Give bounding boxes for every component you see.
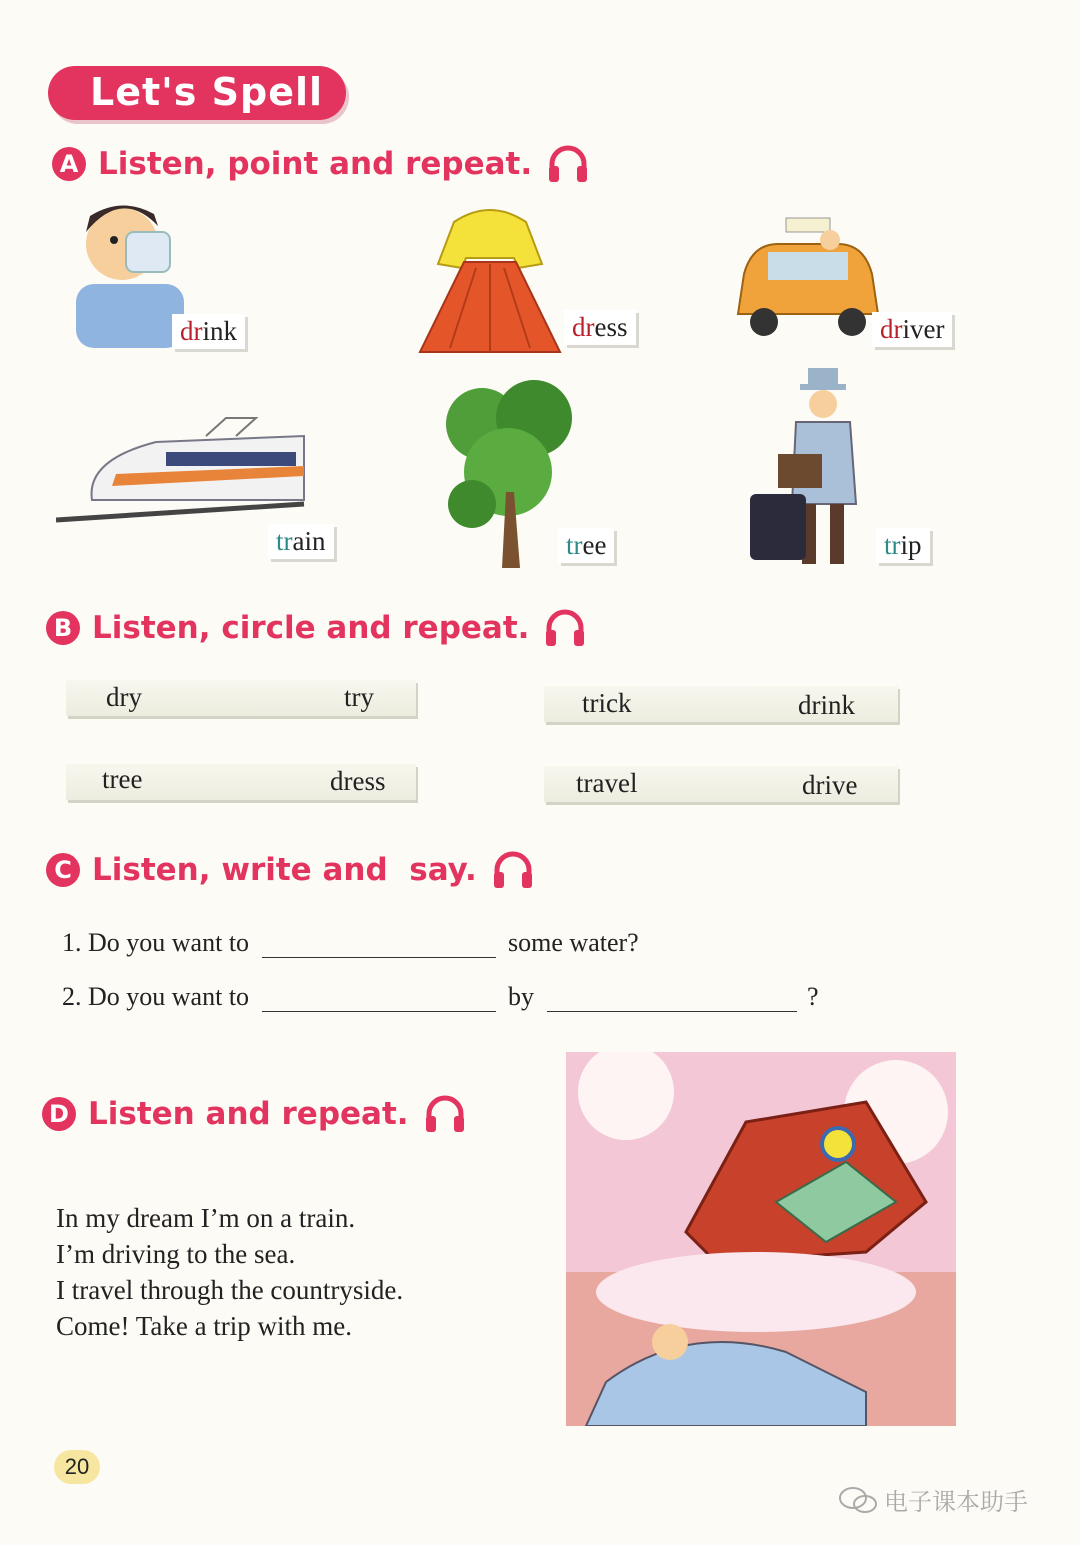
section-b-letter: B bbox=[46, 611, 80, 645]
headphones-icon[interactable] bbox=[546, 142, 590, 186]
tree-illustration bbox=[438, 372, 578, 568]
answer-blank-1[interactable] bbox=[262, 931, 496, 958]
question-2-middle: by bbox=[508, 982, 535, 1011]
answer-blank-2b[interactable] bbox=[547, 985, 797, 1012]
poem-line-1: In my dream I’m on a train. bbox=[56, 1203, 356, 1233]
word-pair-4 bbox=[544, 766, 898, 802]
page-title: Let's Spell bbox=[90, 70, 324, 114]
question-2 bbox=[62, 982, 819, 1012]
section-a-letter: A bbox=[52, 147, 86, 181]
word-card-driver bbox=[872, 312, 952, 347]
word-highlight: tr bbox=[566, 530, 583, 560]
traveler-illustration bbox=[746, 364, 862, 574]
word-card-dress bbox=[564, 310, 636, 345]
word-rest: ess bbox=[594, 312, 628, 342]
section-b-instruction: Listen, circle and repeat. bbox=[92, 610, 530, 646]
word-option-drink[interactable]: drink bbox=[798, 690, 855, 720]
watermark bbox=[838, 1482, 1028, 1517]
word-rest: ip bbox=[900, 530, 922, 560]
poem-line-2: I’m driving to the sea. bbox=[56, 1239, 296, 1269]
word-card-tree bbox=[558, 528, 614, 563]
word-option-dry[interactable]: dry bbox=[106, 682, 142, 712]
question-1-start: 1. Do you want to bbox=[62, 928, 250, 957]
word-pair-1 bbox=[66, 680, 416, 716]
answer-blank-2a[interactable] bbox=[262, 985, 496, 1012]
dream-train-illustration bbox=[566, 1052, 956, 1426]
headphones-icon[interactable] bbox=[543, 606, 587, 650]
word-option-tree[interactable]: tree bbox=[102, 764, 143, 794]
word-option-trick[interactable]: trick bbox=[582, 688, 632, 718]
word-highlight: dr bbox=[572, 312, 595, 342]
section-d-instruction: Listen and repeat. bbox=[88, 1096, 409, 1132]
word-highlight: dr bbox=[880, 314, 903, 344]
word-pair-3 bbox=[66, 764, 416, 800]
section-c-heading bbox=[46, 848, 535, 892]
headphones-icon[interactable] bbox=[423, 1092, 467, 1136]
section-a-instruction: Listen, point and repeat. bbox=[98, 146, 533, 182]
question-2-start: 2. Do you want to bbox=[62, 982, 250, 1011]
lets-spell-banner bbox=[48, 66, 346, 120]
section-b-heading bbox=[46, 606, 587, 650]
dress-illustration bbox=[410, 198, 570, 356]
word-pair-2 bbox=[544, 686, 898, 722]
word-option-try[interactable]: try bbox=[344, 682, 374, 712]
section-c-instruction: Listen, write and say. bbox=[92, 852, 477, 888]
word-option-travel[interactable]: travel bbox=[576, 768, 638, 798]
watermark-text: 电子课本助手 bbox=[884, 1488, 1028, 1516]
question-1 bbox=[62, 928, 639, 958]
section-c-letter: C bbox=[46, 853, 80, 887]
poem bbox=[56, 1200, 403, 1344]
taxi-driver-illustration bbox=[728, 214, 888, 344]
train-illustration bbox=[56, 414, 306, 530]
word-highlight: tr bbox=[884, 530, 901, 560]
word-option-dress[interactable]: dress bbox=[330, 766, 386, 796]
section-d-heading bbox=[42, 1092, 467, 1136]
word-rest: ink bbox=[202, 316, 238, 346]
word-highlight: dr bbox=[180, 316, 203, 346]
word-rest: ain bbox=[292, 526, 326, 556]
word-card-drink bbox=[172, 314, 245, 349]
poem-line-3: I travel through the countryside. bbox=[56, 1275, 404, 1305]
question-1-end: some water? bbox=[508, 928, 639, 957]
word-option-drive[interactable]: drive bbox=[802, 770, 858, 800]
poem-line-4: Come! Take a trip with me. bbox=[56, 1311, 353, 1341]
question-2-end: ? bbox=[807, 982, 819, 1011]
page-number: 20 bbox=[54, 1450, 100, 1484]
headphones-icon[interactable] bbox=[491, 848, 535, 892]
wechat-icon bbox=[838, 1485, 878, 1515]
word-card-trip bbox=[876, 528, 930, 563]
word-highlight: tr bbox=[276, 526, 293, 556]
word-rest: ee bbox=[582, 530, 607, 560]
section-a-heading bbox=[52, 142, 590, 186]
word-card-train bbox=[268, 524, 334, 559]
word-rest: iver bbox=[902, 314, 945, 344]
section-d-letter: D bbox=[42, 1097, 76, 1131]
